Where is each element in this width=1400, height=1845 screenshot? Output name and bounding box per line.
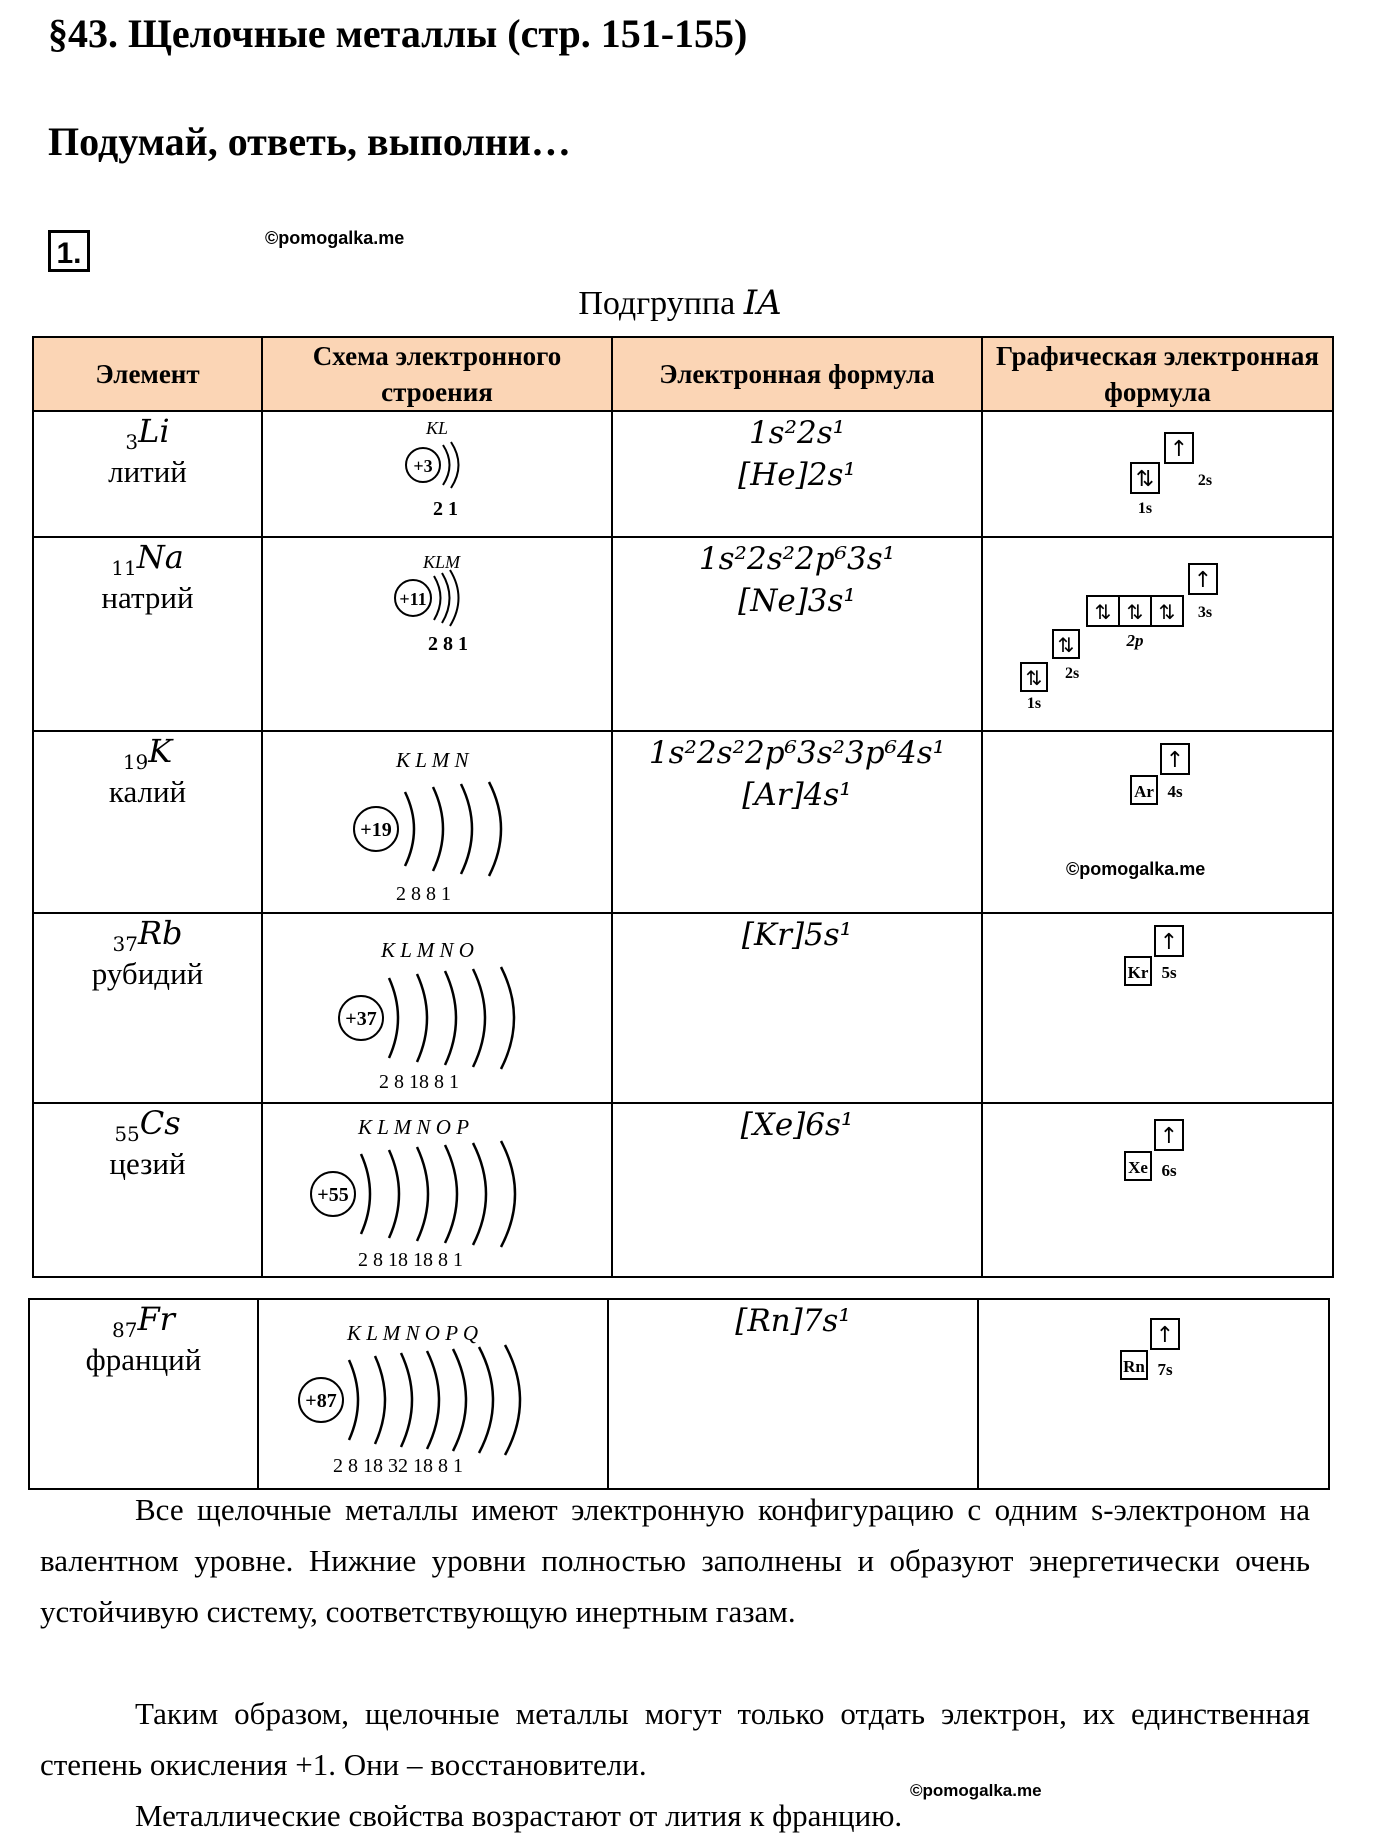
shell-arc [451,442,459,488]
paired-electrons: ⇅ [1158,600,1176,624]
shell-arc [450,570,459,626]
paired-electrons: ⇅ [1094,600,1112,624]
orbital-diagram [983,538,1334,730]
single-electron: ↑ [1159,930,1179,955]
shell-arc [505,1345,520,1455]
shell-arc [445,971,456,1065]
table-row [33,731,1333,913]
paired-electrons: ⇅ [1135,467,1155,492]
paragraph-2: Таким образом, щелочные металлы могут только отдать электрон, их единственная степень окисления +1. Они – восстановители. [40,1696,1310,1782]
orbital-diagram [983,412,1334,536]
table-row [33,537,1333,731]
graphic-cell [978,1299,1329,1489]
shell-arc [501,1141,515,1247]
element-cell [33,537,262,731]
watermark: ©pomogalka.me [265,228,405,248]
element-cell [33,411,262,537]
shell-arc [442,573,450,623]
shell-arc [461,784,472,874]
alkali-metals-table [32,336,1334,1278]
element-symbol: $_{55}$Cs [114,1104,181,1147]
core-label: Xe [1128,1158,1148,1177]
orbital-label: 2p [1126,631,1144,650]
orbital-label: 3s [1197,604,1213,621]
shell-arc [479,1347,493,1453]
table-row [33,913,1333,1103]
watermark: ©pomogalka.me [1066,859,1206,879]
formula-cell [612,411,982,537]
single-electron: ↑ [1165,748,1185,773]
shell-arc [417,974,427,1062]
shell-arc [433,787,443,871]
graphic-cell [982,537,1333,731]
element-name: литий [108,454,187,490]
paired-electrons: ⇅ [1057,633,1075,657]
header-graphic: Графическая электронная формула [982,337,1333,411]
shell-counts: 2 8 1 [428,633,468,655]
element-symbol: $_3$Li [125,412,170,455]
nucleus-charge: +3 [413,456,433,476]
core-label: Ar [1134,782,1154,801]
watermark: ©pomogalka.me [910,1781,1042,1800]
scheme-cell [262,913,612,1103]
element-symbol: $_{87}$Fr [112,1300,175,1343]
orbital-diagram [983,914,1334,1102]
orbital-diagram [983,1104,1334,1276]
element-cell [33,1103,262,1277]
atom-shell-diagram [263,412,613,536]
shell-letters: K L M N O [381,938,474,962]
element-symbol: $_{37}$Rb [112,914,183,957]
shell-counts: 2 1 [433,498,458,520]
paired-electrons: ⇅ [1025,666,1043,690]
table-row [33,411,1333,537]
element-name: франций [85,1342,202,1378]
header-scheme: Схема электронного строения [262,337,612,411]
formula-full: [Rn]7s¹ [735,1303,851,1339]
header-element: Элемент [33,337,262,411]
shell-arc [445,1145,457,1243]
nucleus-charge: +37 [345,1008,377,1030]
single-electron: ↑ [1169,437,1189,462]
single-electron: ↑ [1155,1323,1175,1348]
nucleus-charge: +19 [360,819,392,841]
formula-full: [Kr]5s¹ [741,917,853,953]
element-name: калий [108,774,187,810]
orbital-label: 2s [1065,665,1080,682]
shell-arc [389,1150,399,1238]
shell-arc [361,1154,370,1234]
orbital-diagram [979,1300,1330,1488]
shell-arc [473,969,485,1067]
formula-full: 1s²2s²2p⁶3s¹ [698,541,896,577]
shell-arc [349,1360,358,1440]
element-name: цезий [109,1146,186,1182]
formula-cell [612,913,982,1103]
caption-group: IA [743,283,782,323]
orbital-label: 1s [1026,695,1042,712]
paragraph-3: Металлические свойства возрастают от лития к францию. [135,1798,903,1833]
orbital-label: 7s [1157,1360,1173,1379]
shell-arc [405,792,414,866]
shell-arc [427,1351,439,1449]
orbital-label: 2s [1197,472,1213,489]
shell-counts: 2 8 8 1 [396,883,451,905]
graphic-cell [982,411,1333,537]
shell-counts: 2 8 18 18 8 1 [358,1249,463,1271]
orbital-diagram [983,732,1334,912]
shell-letters: KLM [423,552,461,572]
scheme-cell [262,537,612,731]
scheme-cell [262,1103,612,1277]
shell-letters: K L M N [396,748,469,772]
formula-full: [Xe]6s¹ [740,1107,854,1143]
page-title: §43. Щелочные металлы (стр. 151-155) [48,11,748,56]
element-symbol: $_{19}$K [122,732,173,775]
atom-shell-diagram [259,1300,609,1488]
formula-short: [Ar]4s¹ [742,777,852,813]
orbital-label: 6s [1161,1161,1177,1180]
formula-short: [Ne]3s¹ [738,583,856,619]
atom-shell-diagram [263,732,613,912]
shell-arc [501,967,514,1069]
graphic-cell [982,731,1333,913]
shell-arc [417,1147,428,1241]
caption-prefix: Подгруппа [578,285,736,322]
shell-counts: 2 8 18 32 18 8 1 [333,1455,463,1477]
formula-cell [612,537,982,731]
shell-arc [389,978,398,1058]
graphic-cell [982,913,1333,1103]
element-cell [33,913,262,1103]
formula-full: 1s²2s¹ [748,415,846,451]
atom-shell-diagram [263,914,613,1102]
francium-table [28,1298,1330,1490]
element-name: рубидий [91,956,204,992]
scheme-cell [258,1299,608,1489]
orbital-label: 5s [1161,963,1177,982]
atom-shell-diagram [263,1104,613,1276]
scheme-cell [262,731,612,913]
atom-shell-diagram [263,538,613,730]
formula-cell [612,731,982,913]
element-name: натрий [101,580,194,616]
header-formula: Электронная формула [612,337,982,411]
formula-short: [He]2s¹ [738,457,856,493]
shell-letters: K L M N O P [358,1115,470,1139]
core-label: Rn [1123,1357,1145,1376]
element-cell [29,1299,258,1489]
shell-arc [473,1143,486,1245]
paragraph-1: Все щелочные металлы имеют электронную конфигурацию с одним s-электроном на валентном уровне. Нижние уровни полностью заполнены и образуют энергетически очень устойчивую систему, соответствующую инертным газам. [40,1492,1310,1629]
shell-letters: K L M N O P Q [347,1321,479,1345]
formula-cell [612,1103,982,1277]
shell-arc [443,445,450,485]
nucleus-charge: +55 [317,1184,349,1206]
shell-arc [489,782,501,876]
orbital-label: 4s [1167,782,1183,801]
core-label: Kr [1127,963,1149,982]
orbital-label: 1s [1137,500,1153,517]
single-electron: ↑ [1159,1124,1179,1149]
formula-full: 1s²2s²2p⁶3s²3p⁶4s¹ [648,735,946,771]
section-subtitle: Подумай, ответь, выполни… [48,119,571,164]
table-caption [0,283,1360,323]
element-cell [33,731,262,913]
graphic-cell [982,1103,1333,1277]
task-number: 1. [48,230,90,272]
formula-cell [608,1299,978,1489]
table-header-row [33,337,1333,411]
table-row [29,1299,1329,1489]
single-electron: ↑ [1193,568,1213,593]
shell-arc [401,1353,412,1447]
shell-arc [453,1349,466,1451]
nucleus-charge: +87 [305,1390,337,1412]
shell-arc [375,1356,385,1444]
table-row [33,1103,1333,1277]
shell-counts: 2 8 18 8 1 [379,1071,459,1093]
paired-electrons: ⇅ [1126,600,1144,624]
shell-letters: KL [426,418,449,438]
nucleus-charge: +11 [399,589,427,609]
shell-arc [434,576,441,620]
element-symbol: $_{11}$Na [111,538,184,581]
scheme-cell [262,411,612,537]
